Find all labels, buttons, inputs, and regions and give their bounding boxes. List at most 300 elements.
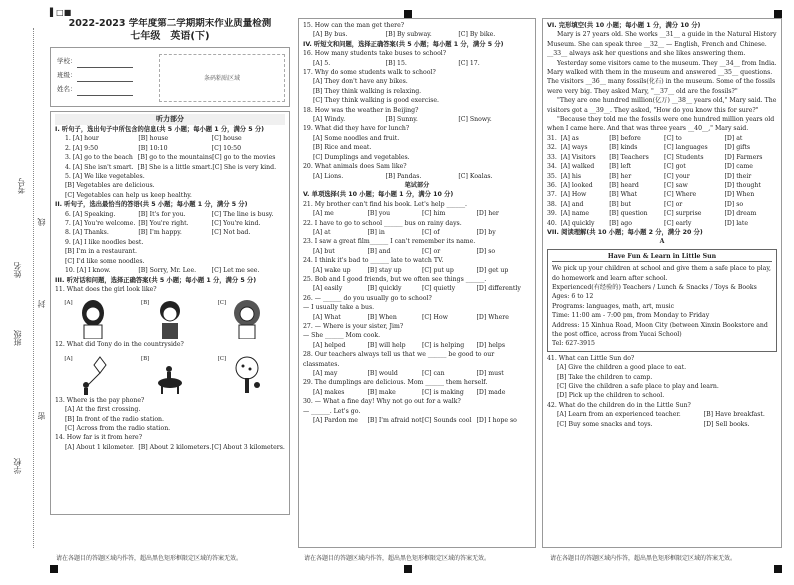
cloze-option-a[interactable]: [A] Visitors bbox=[560, 153, 596, 161]
q19-option-c[interactable]: [C] Dumplings and vegetables. bbox=[313, 153, 410, 161]
q27-options bbox=[303, 341, 531, 350]
cloze-option-c[interactable]: [C] to bbox=[664, 134, 682, 142]
q14-option-a[interactable]: [A] About 1 kilometer. bbox=[65, 443, 135, 451]
q27-line2: — She ______ Mom cook. bbox=[303, 332, 381, 340]
cloze-option-b[interactable]: [B] heard bbox=[609, 181, 639, 189]
q16-text: 16. How many students take buses to school? bbox=[303, 50, 447, 58]
passage-paragraph: Mary is 27 years old. She works __31__ a guide in the Natural History Museum. She can speak three __32__ — English, French and Chinese. __33__ always ask her questions and she likes answering them. bbox=[547, 31, 777, 58]
cloze-option-a[interactable]: [A] and bbox=[560, 200, 584, 208]
corner-mark-bottom-left bbox=[50, 565, 58, 573]
question-number: 1. bbox=[65, 135, 71, 143]
cloze-option-a[interactable]: [A] his bbox=[560, 172, 582, 180]
q16-options bbox=[303, 59, 531, 68]
q22-option-c[interactable]: [C] of bbox=[422, 228, 440, 236]
little-sun-ad bbox=[547, 249, 777, 352]
ad-line: We pick up your children at school and give them a safe place to play, do homework and learn after school. bbox=[552, 265, 771, 282]
binding-strip bbox=[0, 28, 46, 548]
option-a[interactable]: [A] She isn't smart. bbox=[72, 163, 134, 171]
multiple-choice-list bbox=[303, 200, 531, 426]
q21-options bbox=[303, 209, 531, 218]
q11-label-c: [C] bbox=[217, 300, 227, 307]
cloze-option-c[interactable]: [C] early bbox=[664, 219, 692, 227]
q21-option-c[interactable]: [C] him bbox=[422, 210, 446, 218]
q17-option-a[interactable]: [A] They don't have any bikes. bbox=[313, 78, 408, 86]
part1-title: I. 听句子，选出句子中所包含的信息(共 5 小题；每小题 1 分，满分 5 分) bbox=[55, 126, 264, 133]
q25-option-c[interactable]: [C] quietly bbox=[422, 285, 456, 293]
q23-option-a[interactable]: [A] but bbox=[313, 247, 335, 255]
cloze-row bbox=[547, 134, 777, 143]
q24-text: 24. I think it's bad to ______ late to watch TV. bbox=[303, 257, 444, 265]
q12-picture-a[interactable] bbox=[64, 355, 110, 395]
q21-text: 21. My brother can't find his book. Let's help ______. bbox=[303, 200, 468, 208]
q10-option-c[interactable]: [C] Let me see. bbox=[211, 267, 260, 275]
ad-title: Have Fun & Learn in Little Sun bbox=[552, 252, 772, 262]
q28-options bbox=[303, 369, 531, 378]
cloze-row bbox=[547, 190, 777, 199]
q19-option-b[interactable]: [B] Rice and meat. bbox=[313, 144, 372, 152]
cloze-option-a[interactable]: [A] as bbox=[560, 134, 579, 142]
option-b[interactable]: [B] 10:10 bbox=[138, 144, 168, 152]
q30-line2: — ______. Let's go. bbox=[303, 407, 361, 415]
part1-first-cell bbox=[65, 134, 138, 143]
school-field[interactable]: 学校： bbox=[57, 54, 133, 68]
kite-flying-icon bbox=[76, 355, 110, 395]
q12-label-b: [B] bbox=[140, 355, 150, 362]
q12-picture-b[interactable] bbox=[140, 355, 187, 395]
cloze-option-c[interactable]: [C] got bbox=[664, 163, 686, 171]
cloze-option-d[interactable]: [D] thought bbox=[724, 181, 761, 189]
part2-first-cell bbox=[65, 228, 138, 237]
part1-row bbox=[55, 134, 285, 143]
option-a[interactable]: [A] Thanks. bbox=[72, 229, 109, 237]
option-b[interactable]: [B] go to the mountains bbox=[137, 154, 213, 162]
part1-first-cell bbox=[65, 144, 138, 153]
column-2-box bbox=[298, 18, 536, 548]
written-section-title: 笔试部分 bbox=[404, 181, 430, 189]
q41-option-a[interactable]: [A] Give the children a good place to eat. bbox=[557, 364, 687, 372]
q16-option-b[interactable]: [B] 15. bbox=[385, 59, 407, 67]
footer-note-1: 请在各题目的答题区域内作答，超出黑色矩形框限定区域的答案无效。 bbox=[56, 555, 243, 562]
part1-row bbox=[55, 153, 285, 162]
option-c[interactable] bbox=[215, 172, 285, 181]
q26-option-c[interactable]: [C] How bbox=[422, 313, 448, 321]
q14-option-c[interactable]: [C] About 3 kilometers. bbox=[211, 443, 285, 451]
binding-school: 学校 bbox=[13, 458, 22, 474]
q23-options bbox=[303, 247, 531, 256]
cloze-passage bbox=[547, 30, 777, 133]
q21-option-d[interactable]: [D] her bbox=[476, 210, 499, 218]
option-a[interactable]: [A] hour bbox=[72, 135, 99, 143]
ad-line: Experienced(有经验的) Teachers / Lunch & Snacks / Toys & Books bbox=[552, 283, 757, 291]
option-a[interactable]: [A] We like vegetables. bbox=[72, 173, 145, 181]
binding-dense: 密 bbox=[37, 412, 46, 420]
q15-text: 15. How can the man get there? bbox=[303, 22, 405, 29]
apple-tree-icon bbox=[230, 355, 264, 395]
option-b[interactable]: [B] It's for you. bbox=[138, 210, 186, 218]
part1-first-cell bbox=[65, 172, 145, 181]
q27-option-a[interactable]: [A] helped bbox=[313, 341, 346, 349]
footer-note-3: 请在各题目的答题区域内作答，超出黑色矩形框限定区域的答案无效。 bbox=[550, 555, 737, 562]
cloze-number: 31. bbox=[547, 134, 557, 142]
part5-title: V. 单项选择(共 10 小题；每小题 1 分，满分 10 分) bbox=[303, 191, 454, 199]
q25-option-d[interactable]: [D] differently bbox=[476, 285, 521, 293]
q15-option-b[interactable]: [B] By subway. bbox=[385, 31, 432, 39]
binding-cut-line bbox=[33, 28, 34, 548]
q20-option-b[interactable]: [B] Pandas. bbox=[385, 172, 422, 180]
option-a[interactable]: [A] go to the beach bbox=[72, 154, 133, 162]
q10-row: 10. [A] I know. [B] Sorry, Mr. Lee. [C] Let me see. bbox=[55, 266, 285, 275]
question-number: 6. bbox=[65, 210, 71, 218]
q5-option-b[interactable]: [B] Vegetables are delicious. bbox=[65, 182, 155, 190]
part1-first-cell bbox=[65, 163, 138, 172]
q28-option-b[interactable]: [B] would bbox=[367, 370, 398, 378]
girl-long-hair-icon bbox=[76, 299, 110, 339]
girl-curly-hair-icon bbox=[230, 299, 264, 339]
q18-text: 18. How was the weather in Beijing? bbox=[303, 106, 419, 114]
binding-line: 线 bbox=[37, 218, 46, 226]
cloze-row bbox=[547, 200, 777, 209]
cloze-option-b[interactable]: [B] ago bbox=[609, 219, 632, 227]
reading-section-a: A bbox=[659, 238, 665, 246]
passage-paragraph: "They are one hundred million(亿万) __38__ years old," Mary said. The visitors got a __39__. They asked, "How do you know this for sure?" bbox=[547, 97, 777, 114]
cloze-option-b[interactable]: [B] before bbox=[609, 134, 641, 142]
binding-class: 班级 bbox=[13, 330, 22, 346]
ad-line: Tel: 627-3915 bbox=[552, 340, 595, 348]
cloze-option-d[interactable]: [D] gifts bbox=[724, 144, 751, 152]
q42-text: 42. What do the children do in the Little Sun? bbox=[547, 401, 691, 409]
part1-row bbox=[55, 163, 285, 172]
cloze-option-a[interactable]: [A] name bbox=[560, 210, 590, 218]
q9-row: 9. [A] I like noodles best. bbox=[65, 238, 144, 246]
corner-mark-top-right bbox=[774, 10, 782, 18]
cloze-option-a[interactable]: [A] walked bbox=[560, 163, 595, 171]
exam-subtitle: 七年级 英语(下) bbox=[130, 31, 210, 42]
student-fields bbox=[57, 54, 133, 96]
option-c[interactable]: [C] You're kind. bbox=[211, 220, 261, 228]
column-2 bbox=[298, 18, 536, 550]
binding-name: 姓名 bbox=[13, 262, 22, 278]
option-b[interactable]: [B] I'm happy. bbox=[138, 229, 182, 237]
cloze-option-b[interactable]: [B] What bbox=[609, 191, 638, 199]
q25-option-a[interactable]: [A] easily bbox=[313, 285, 343, 293]
q24-option-b[interactable]: [B] stay up bbox=[367, 266, 402, 274]
q24-options bbox=[303, 266, 531, 275]
q11-label-a: [A] bbox=[64, 300, 73, 307]
q20-text: 20. What animals does Sam like? bbox=[303, 163, 407, 171]
cloze-row bbox=[547, 219, 777, 228]
cloze-number: 33. bbox=[547, 153, 557, 161]
q17-text: 17. Why do some students walk to school? bbox=[303, 69, 436, 77]
part4-title: IV. 听短文和问题，选择正确答案(共 5 小题；每小题 1 分，满分 5 分) bbox=[303, 40, 504, 48]
q13-option-a[interactable]: [A] At the first crossing. bbox=[65, 406, 141, 414]
cloze-option-b[interactable]: [B] kinds bbox=[609, 144, 638, 152]
q14-options bbox=[55, 443, 285, 452]
q11-pictures bbox=[55, 295, 285, 339]
girl-short-hair-icon bbox=[153, 299, 187, 339]
q41-option-b[interactable]: [B] Take the children to camp. bbox=[557, 373, 653, 381]
q42-option-c[interactable]: [C] Buy some snacks and toys. bbox=[557, 420, 653, 428]
q27-option-d[interactable]: [D] helps bbox=[476, 341, 506, 349]
part1-first-cell bbox=[65, 153, 138, 162]
listening-section-title: 听力部分 bbox=[55, 114, 285, 125]
q23-option-d[interactable]: [D] so bbox=[476, 247, 496, 255]
q26-line2: — I usually take a bus. bbox=[303, 304, 375, 312]
q29-option-b[interactable]: [B] make bbox=[367, 388, 396, 396]
q12-pictures bbox=[55, 351, 285, 395]
q30-option-a[interactable]: [A] Pardon me bbox=[313, 417, 358, 425]
ad-line: Programs: languages, math, art, music bbox=[552, 302, 675, 310]
q25-text: 25. Bob and I good friends, but we often see things ______. bbox=[303, 275, 487, 283]
cloze-number: 34. bbox=[547, 163, 557, 171]
q15-option-c[interactable]: [C] By bike. bbox=[458, 31, 496, 39]
question-number: 7. bbox=[65, 220, 71, 228]
part3-title: III. 听对话和问题，选择正确答案(共 5 小题；每小题 1 分，满分 5 分) bbox=[55, 276, 257, 284]
part2-row bbox=[55, 228, 285, 237]
q41-option-d[interactable]: [D] Pick up the children to school. bbox=[557, 392, 665, 400]
q28-text: 28. Our teachers always tell us that we ______ be good to our classmates. bbox=[303, 351, 495, 368]
cloze-option-c[interactable]: [C] surprise bbox=[664, 210, 702, 218]
column-3 bbox=[542, 18, 782, 550]
q13-option-c[interactable]: [C] Across from the radio station. bbox=[65, 424, 171, 432]
barcode-area: 条码粘贴区域 bbox=[159, 54, 285, 102]
cloze-option-c[interactable]: [C] Where bbox=[664, 191, 697, 199]
q41-text: 41. What can Little Sun do? bbox=[547, 354, 635, 362]
cloze-option-d[interactable]: [D] Farmers bbox=[724, 153, 763, 161]
cloze-option-d[interactable]: [D] late bbox=[724, 219, 749, 227]
class-field[interactable]: 班级： bbox=[57, 68, 133, 82]
cloze-option-c[interactable]: [C] your bbox=[664, 172, 690, 180]
cloze-option-b[interactable]: [B] question bbox=[609, 210, 648, 218]
cloze-option-c[interactable]: [C] languages bbox=[664, 144, 708, 152]
question-number: 5. bbox=[65, 173, 71, 181]
q22-options bbox=[303, 228, 531, 237]
q42-option-d[interactable]: [D] Sell books. bbox=[703, 420, 750, 428]
option-a[interactable]: [A] 9:50 bbox=[72, 144, 99, 152]
cloze-option-b[interactable]: [B] her bbox=[609, 172, 632, 180]
q16-option-a[interactable]: [A] 5. bbox=[313, 59, 331, 67]
listening-section bbox=[50, 111, 290, 515]
q29-text: 29. The dumplings are delicious. Mom ______ them herself. bbox=[303, 379, 488, 387]
cloze-option-a[interactable]: [A] ways bbox=[560, 144, 588, 152]
q12-text: 12. What did Tony do in the countryside? bbox=[55, 341, 184, 349]
q12-picture-c[interactable] bbox=[217, 355, 264, 395]
cloze-option-a[interactable]: [A] How bbox=[560, 191, 587, 199]
cloze-option-c[interactable]: [C] Students bbox=[664, 153, 704, 161]
part1-row bbox=[55, 172, 285, 181]
q20-option-c[interactable]: [C] Koalas. bbox=[458, 172, 493, 180]
passage-paragraph: "Because they told me the fossils were one hundred million years old when I came here. And that was three years __40__," Mary said. bbox=[547, 116, 775, 133]
question-number: 3. bbox=[65, 154, 71, 162]
cloze-row bbox=[547, 143, 777, 152]
q13-option-b[interactable]: [B] In front of the radio station. bbox=[65, 415, 165, 423]
cloze-option-a[interactable]: [A] quickly bbox=[560, 219, 595, 227]
part2-first-cell bbox=[65, 219, 138, 228]
q25-options bbox=[303, 284, 531, 293]
option-c[interactable]: [C] The line is busy. bbox=[211, 210, 274, 218]
cloze-number: 39. bbox=[547, 210, 557, 218]
q11-picture-a[interactable] bbox=[64, 299, 110, 339]
footer-note-2: 请在各题目的答题区域内作答，超出黑色矩形框限定区域的答案无效。 bbox=[304, 555, 491, 562]
q11-text: 11. What does the girl look like? bbox=[55, 285, 157, 293]
q28-option-c[interactable]: [C] can bbox=[422, 370, 445, 378]
option-c[interactable]: [C] go to the movies bbox=[212, 154, 276, 162]
part2-row bbox=[55, 210, 285, 219]
q15-option-a[interactable]: [A] By bus. bbox=[313, 31, 348, 39]
q30-option-b[interactable]: [B] I'm afraid not bbox=[367, 417, 422, 425]
q23-option-c[interactable]: [C] or bbox=[422, 247, 441, 255]
q24-option-a[interactable]: [A] wake up bbox=[313, 266, 351, 274]
q10-option-a[interactable]: [A] I know. bbox=[76, 267, 111, 275]
q42-row-1 bbox=[547, 410, 777, 419]
q17-option-c[interactable]: [C] They think walking is good exercise. bbox=[313, 97, 440, 105]
cloze-option-d[interactable]: [D] dream bbox=[724, 210, 757, 218]
cloze-options-table bbox=[547, 134, 777, 228]
exam-title: 2022-2023 学年度第二学期期末作业质量检测 bbox=[68, 18, 272, 29]
q23-text: 23. I saw a great film______ I can't remember its name. bbox=[303, 238, 476, 246]
q18-options bbox=[303, 115, 531, 124]
q29-option-a[interactable]: [A] makes bbox=[313, 388, 345, 396]
q11-picture-b[interactable] bbox=[140, 299, 187, 339]
q42-option-a[interactable]: [A] Learn from an experienced teacher. bbox=[557, 411, 681, 419]
q22-text: 22. I have to go to school ______ bus on rainy days. bbox=[303, 219, 462, 227]
q26-text: 26. — ______ do you usually go to school? bbox=[303, 294, 432, 302]
q26-option-b[interactable]: [B] When bbox=[367, 313, 397, 321]
cloze-number: 32. bbox=[547, 144, 557, 152]
option-c[interactable]: [C] Not bad. bbox=[211, 229, 251, 237]
q18-option-c[interactable]: [C] Snowy. bbox=[458, 116, 492, 124]
q22-option-d[interactable]: [D] by bbox=[476, 228, 496, 236]
q30-option-d[interactable]: [D] I hope so bbox=[476, 417, 517, 425]
ad-line: Time: 11:00 am - 7:00 pm, from Monday to Friday bbox=[552, 312, 710, 320]
cloze-number: 36. bbox=[547, 181, 557, 189]
part1-list bbox=[55, 134, 285, 181]
cloze-option-d[interactable]: [D] When bbox=[724, 191, 755, 199]
q30-option-c[interactable]: [C] Sounds cool bbox=[422, 417, 472, 425]
q28-option-d[interactable]: [D] must bbox=[476, 370, 504, 378]
q26-option-a[interactable]: [A] What bbox=[313, 313, 341, 321]
q9-option-c[interactable]: [C] I'd like some noodles. bbox=[65, 257, 145, 265]
q14-text: 14. How far is it from here? bbox=[55, 434, 143, 442]
option-b[interactable]: [B] You're right. bbox=[138, 220, 189, 228]
option-b[interactable]: [B] She is a little smart. bbox=[137, 163, 213, 171]
cloze-row bbox=[547, 209, 777, 218]
question-number: 2. bbox=[65, 144, 71, 152]
part2-list bbox=[55, 210, 285, 238]
q21-option-a[interactable]: [A] me bbox=[313, 210, 334, 218]
name-field[interactable]: 姓名： bbox=[57, 82, 133, 96]
q41-option-c[interactable]: [C] Give the children a safe place to play and learn. bbox=[557, 383, 719, 391]
q29-option-c[interactable]: [C] is making bbox=[422, 388, 464, 396]
q14-option-b[interactable]: [B] About 2 kilometers. bbox=[138, 443, 212, 451]
binding-seal: 封 bbox=[37, 300, 46, 308]
q16-option-c[interactable]: [C] 17. bbox=[458, 59, 480, 67]
cloze-row bbox=[547, 172, 777, 181]
q9-option-a[interactable]: [A] I like noodles best. bbox=[72, 238, 144, 246]
corner-marks: ▌□■ bbox=[50, 8, 72, 17]
q24-option-c[interactable]: [C] put up bbox=[422, 266, 454, 274]
part7-title: VII. 阅读理解(共 10 小题；每小题 2 分，满分 20 分) bbox=[547, 228, 703, 236]
option-c[interactable]: [C] 10:50 bbox=[211, 144, 242, 152]
corner-mark-top-mid bbox=[404, 10, 412, 18]
cloze-number: 40. bbox=[547, 219, 557, 227]
q12-label-a: [A] bbox=[64, 355, 73, 362]
ad-line: Ages: 6 to 12 bbox=[552, 293, 594, 301]
cloze-option-c[interactable]: [C] or bbox=[664, 200, 683, 208]
q10-option-b[interactable]: [B] Sorry, Mr. Lee. bbox=[138, 267, 197, 275]
cloze-option-d[interactable]: [D] so bbox=[724, 200, 744, 208]
cloze-option-a[interactable]: [A] looked bbox=[560, 181, 593, 189]
option-c[interactable]: [C] house bbox=[211, 135, 242, 143]
part2-row bbox=[55, 219, 285, 228]
q22-option-b[interactable]: [B] in bbox=[367, 228, 385, 236]
q29-option-d[interactable]: [D] made bbox=[476, 388, 506, 396]
q19-option-a[interactable]: [A] Some noodles and fruit. bbox=[313, 134, 400, 142]
q21-option-b[interactable]: [B] you bbox=[367, 210, 391, 218]
option-b[interactable]: [B] house bbox=[138, 135, 169, 143]
cloze-option-b[interactable]: [B] left bbox=[609, 163, 631, 171]
cloze-option-c[interactable]: [C] saw bbox=[664, 181, 688, 189]
q13-text: 13. Where is the pay phone? bbox=[55, 396, 145, 404]
q27-option-c[interactable]: [C] is helping bbox=[422, 341, 465, 349]
cloze-row bbox=[547, 153, 777, 162]
option-c[interactable]: [C] She is very kind. bbox=[212, 163, 277, 171]
q17-option-b[interactable]: [B] They think walking is relaxing. bbox=[313, 87, 422, 95]
q18-option-b[interactable]: [B] Sunny. bbox=[385, 116, 418, 124]
ad-line: Address: 15 Xinhua Road, Moon City (between Xinxin Bookstore and the post office, across from Yucai School) bbox=[552, 321, 768, 338]
q11-picture-c[interactable] bbox=[217, 299, 264, 339]
column-3-box bbox=[542, 18, 782, 548]
q30-options bbox=[303, 416, 531, 425]
cloze-option-b[interactable]: [B] Teachers bbox=[609, 153, 649, 161]
option-b[interactable] bbox=[145, 172, 215, 181]
q27-text: 27. — Where is your sister, Jim? bbox=[303, 323, 404, 330]
cloze-option-b[interactable]: [B] but bbox=[609, 200, 632, 208]
q23-option-b[interactable]: [B] and bbox=[367, 247, 391, 255]
student-info-box bbox=[50, 47, 290, 107]
cloze-option-d[interactable]: [D] their bbox=[724, 172, 752, 180]
cloze-option-d[interactable]: [D] came bbox=[724, 163, 753, 171]
q24-option-d[interactable]: [D] get up bbox=[476, 266, 509, 274]
q15-options bbox=[303, 30, 531, 39]
option-a[interactable]: [A] You're welcome. bbox=[72, 220, 136, 228]
q18-option-a[interactable]: [A] Windy. bbox=[313, 116, 346, 124]
q9-option-b[interactable]: [B] I'm in a restaurant. bbox=[65, 248, 137, 256]
q20-options bbox=[303, 172, 531, 181]
q30-text: 30. — What a fine day! Why not go out for a walk? bbox=[303, 398, 461, 406]
q20-option-a[interactable]: [A] Lions. bbox=[313, 172, 344, 180]
question-number: 8. bbox=[65, 229, 71, 237]
q28-option-a[interactable]: [A] may bbox=[313, 370, 338, 378]
q19-text: 19. What did they have for lunch? bbox=[303, 125, 410, 133]
cloze-option-d[interactable]: [D] at bbox=[724, 134, 743, 142]
horse-riding-icon bbox=[153, 355, 187, 395]
cloze-row bbox=[547, 162, 777, 171]
binding-exam-no: 考号 bbox=[17, 178, 26, 194]
q42-option-b[interactable]: [B] Have breakfast. bbox=[703, 411, 765, 419]
question-number: 4. bbox=[65, 163, 71, 171]
part6-title: VI. 完形填空(共 10 小题；每小题 1 分，满分 10 分) bbox=[547, 22, 701, 29]
q25-option-b[interactable]: [B] quickly bbox=[367, 285, 402, 293]
q27-option-b[interactable]: [B] will help bbox=[367, 341, 406, 349]
q22-option-a[interactable]: [A] at bbox=[313, 228, 331, 236]
part2-first-cell bbox=[65, 210, 138, 219]
q5-option-c[interactable]: [C] Vegetables can help us keep healthy. bbox=[65, 191, 192, 199]
passage-paragraph: Yesterday some visitors came to the museum. They __34__ from India. Mary walked with them in the museum and answered __35__ questions. The visitors __36__ many fossils(化石) in the museum. Some of the fossils were very big. They asked Mary, "__37__ old are the fossils?" bbox=[547, 59, 777, 95]
cloze-number: 37. bbox=[547, 191, 557, 199]
q26-option-d[interactable]: [D] Where bbox=[476, 313, 509, 321]
part2-title: II. 听句子，选出最恰当的答语(共 5 小题；每小题 1 分，满分 5 分) bbox=[55, 201, 248, 209]
option-a[interactable]: [A] Speaking. bbox=[72, 210, 116, 218]
